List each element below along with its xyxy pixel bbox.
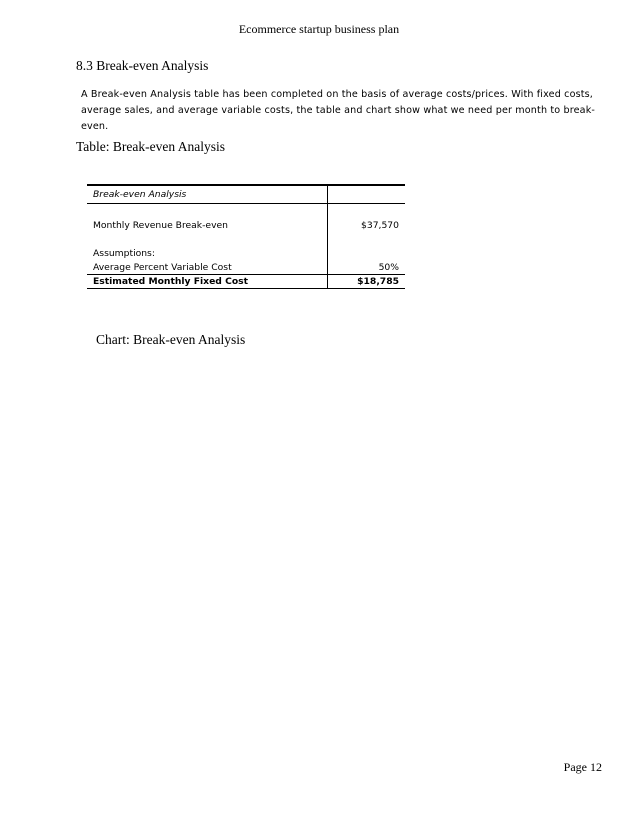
chart-placeholder: [96, 356, 566, 716]
row-value-fixed-cost: $18,785: [327, 275, 405, 289]
table-caption: Table: Break-even Analysis: [76, 139, 226, 154]
table-spacer: [87, 232, 405, 246]
section-heading: 8.3 Break-even Analysis: [76, 58, 209, 73]
row-label-assumptions: Assumptions:: [93, 247, 155, 259]
table-title: Break-even Analysis: [87, 185, 327, 204]
table-row: [87, 246, 405, 260]
row-value-variable-cost: 50%: [327, 260, 405, 275]
chart-caption: Chart: Break-even Analysis: [96, 332, 246, 347]
row-value-assumptions: [327, 246, 405, 260]
row-value-revenue-break-even: $37,570: [327, 218, 405, 232]
row-label-variable-cost: Average Percent Variable Cost: [93, 261, 232, 273]
table-title-value: [327, 185, 405, 204]
row-label-fixed-cost: Estimated Monthly Fixed Cost: [87, 275, 327, 289]
intro-paragraph: A Break-even Analysis table has been completed on the basis of average costs/prices. With fixed costs, average sales, and average variable costs, the table and chart show what we need per month to break-even.: [81, 89, 596, 132]
row-label-revenue-break-even: Monthly Revenue Break-even: [93, 219, 228, 231]
table-row-total: [87, 275, 405, 289]
table-title-row: [87, 185, 405, 204]
table-spacer: [87, 204, 405, 219]
page-header: Ecommerce startup business plan: [238, 22, 400, 36]
table-row: [87, 260, 405, 275]
table-row: [87, 218, 405, 232]
page-number: Page 12: [563, 760, 602, 774]
break-even-table: [87, 184, 405, 289]
